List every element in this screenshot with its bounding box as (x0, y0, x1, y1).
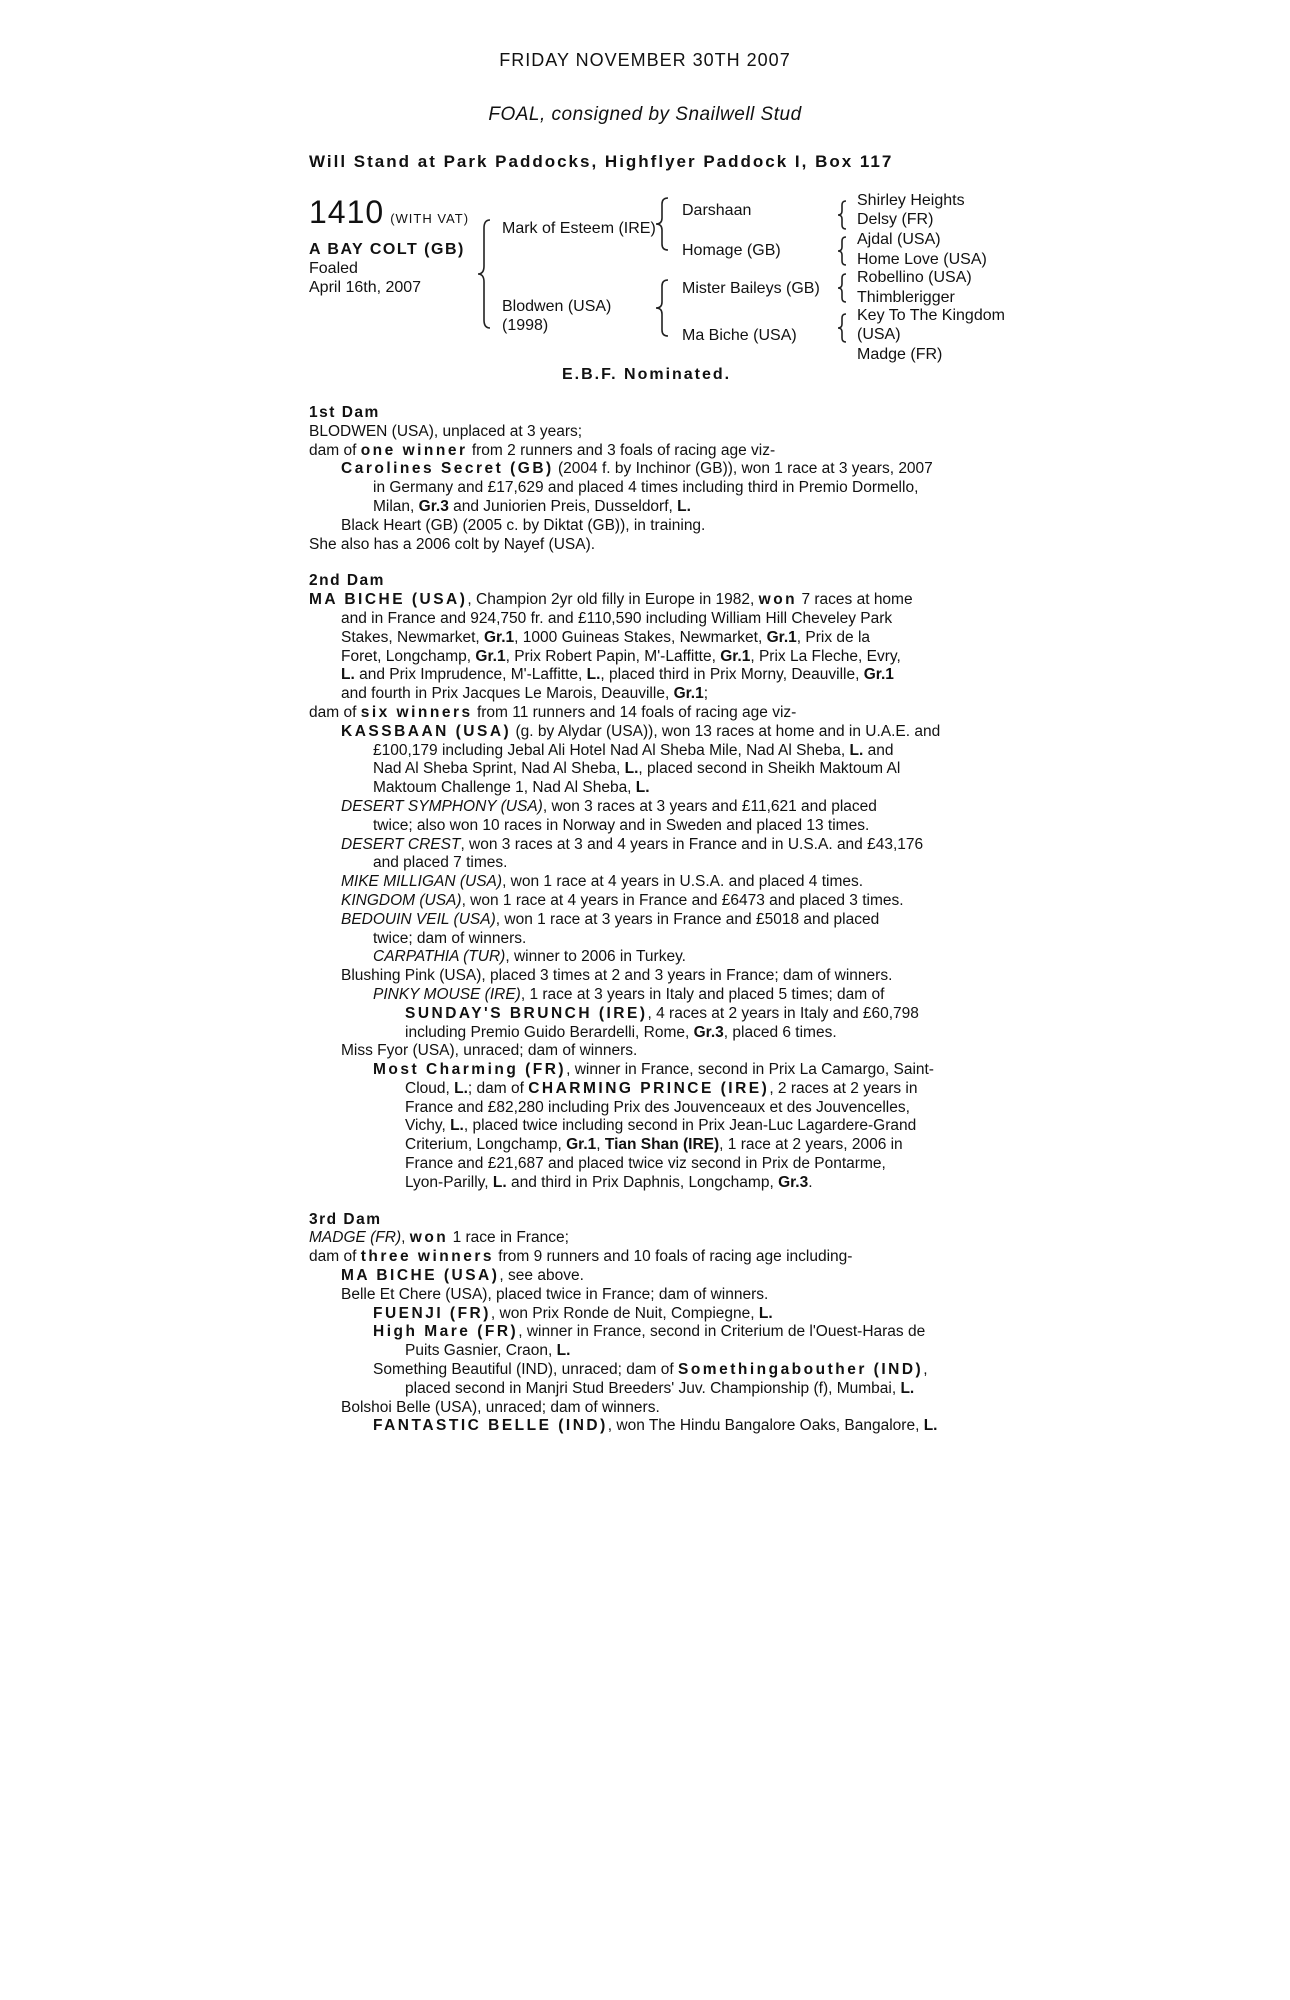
foaled-date: April 16th, 2007 (309, 279, 422, 296)
second-dam-line: and placed 7 times. (373, 854, 508, 872)
second-dam-line: Nad Al Sheba Sprint, Nad Al Sheba, L., placed second in Sheikh Maktoum Al (373, 760, 901, 778)
third-dam-line: FUENJI (FR), won Prix Ronde de Nuit, Compiegne, L. (373, 1304, 773, 1322)
third-dam-line: placed second in Manjri Stud Breeders' Juv. Championship (f), Mumbai, L. (405, 1379, 915, 1397)
third-dam-line: MA BICHE (USA), see above. (341, 1267, 584, 1285)
foaled-label: Foaled (309, 260, 358, 277)
second-dam-line: Criterium, Longchamp, Gr.1, Tian Shan (IRE), 1 race at 2 years, 2006 in (405, 1136, 903, 1154)
first-dam-line: Milan, Gr.3 and Juniorien Preis, Dusseldorf, L. (373, 497, 691, 515)
second-dam-line: including Premio Guido Berardelli, Rome, Gr.3, placed 6 times. (405, 1023, 837, 1041)
second-dam-line: Miss Fyor (USA), unraced; dam of winners. (341, 1042, 638, 1060)
gen3-3: Ajdal (USA) (857, 231, 941, 248)
gen3-1: Shirley Heights (857, 192, 965, 209)
second-dam-line: MIKE MILLIGAN (USA), won 1 race at 4 years in U.S.A. and placed 4 times. (341, 873, 864, 891)
pedigree-brace-dam (654, 278, 670, 338)
sire-name: Mark of Esteem (IRE) (502, 220, 656, 237)
consignor-line: FOAL, consigned by Snailwell Stud (488, 104, 802, 125)
second-dam-line: Blushing Pink (USA), placed 3 times at 2 and 3 years in France; dam of winners. (341, 967, 893, 985)
second-dam-line: twice; dam of winners. (373, 929, 527, 947)
second-dam-line: KINGDOM (USA), won 1 race at 4 years in France and £6473 and placed 3 times. (341, 891, 904, 909)
second-dam-line: dam of six winners from 11 runners and 14 foals of racing age viz- (309, 703, 797, 721)
first-dam-line: She also has a 2006 colt by Nayef (USA). (309, 535, 596, 553)
gen3-2: Delsy (FR) (857, 211, 934, 228)
gen3-5: Robellino (USA) (857, 269, 972, 286)
third-dam-line: High Mare (FR), winner in France, second in Criterium de l'Ouest-Haras de (373, 1323, 926, 1341)
lot-number: 1410 (309, 194, 385, 230)
dam-name: Blodwen (USA) (502, 298, 612, 315)
third-dam-line: MADGE (FR), won 1 race in France; (309, 1229, 569, 1247)
third-dam-line: Something Beautiful (IND), unraced; dam of Somethingabouther (IND), (373, 1361, 928, 1379)
vat-note: (WITH VAT) (390, 211, 470, 226)
third-dam-line: Puits Gasnier, Craon, L. (405, 1342, 571, 1360)
sire-sire: Darshaan (682, 202, 752, 219)
third-dam-heading: 3rd Dam (309, 1210, 382, 1228)
lot-number-line (309, 194, 469, 231)
third-dam-line: Bolshoi Belle (USA), unraced; dam of winners. (341, 1398, 660, 1416)
second-dam-line: Lyon-Parilly, L. and third in Prix Daphnis, Longchamp, Gr.3. (405, 1173, 813, 1191)
gen3-7-country: (USA) (857, 326, 901, 343)
second-dam-line: CARPATHIA (TUR), winner to 2006 in Turkey. (373, 948, 686, 966)
second-dam-line: L. and Prix Imprudence, M'-Laffitte, L., placed third in Prix Morny, Deauville, Gr.1 (341, 666, 894, 684)
pedigree-brace-main (476, 218, 492, 330)
first-dam-line: BLODWEN (USA), unplaced at 3 years; (309, 422, 583, 440)
second-dam-heading: 2nd Dam (309, 572, 385, 590)
second-dam-line: PINKY MOUSE (IRE), 1 race at 3 years in Italy and placed 5 times; dam of (373, 985, 885, 1003)
first-dam-line: Carolines Secret (GB) (2004 f. by Inchinor (GB)), won 1 race at 3 years, 2007 (341, 460, 933, 478)
second-dam-line: France and £21,687 and placed twice viz second in Prix de Pontarme, (405, 1155, 886, 1173)
third-dam-line: FANTASTIC BELLE (IND), won The Hindu Bangalore Oaks, Bangalore, L. (373, 1417, 938, 1435)
second-dam-line: Vichy, L., placed twice including second in Prix Jean-Luc Lagardere-Grand (405, 1117, 917, 1135)
second-dam-line: Stakes, Newmarket, Gr.1, 1000 Guineas Stakes, Newmarket, Gr.1, Prix de la (341, 628, 871, 646)
second-dam-line: DESERT SYMPHONY (USA), won 3 races at 3 years and £11,621 and placed (341, 797, 877, 815)
sale-date: FRIDAY NOVEMBER 30TH 2007 (499, 50, 791, 70)
pedigree-brace-g4 (836, 312, 848, 344)
second-dam-line: France and £82,280 including Prix des Jouvenceaux et des Jouvencelles, (405, 1098, 910, 1116)
second-dam-line: and in France and 924,750 fr. and £110,590 including William Hill Cheveley Park (341, 609, 893, 627)
ebf-nominated: E.B.F. Nominated. (562, 366, 732, 383)
gen3-7: Key To The Kingdom (857, 307, 1005, 324)
second-dam-line: Foret, Longchamp, Gr.1, Prix Robert Papin, M'-Laffitte, Gr.1, Prix La Fleche, Evry, (341, 647, 901, 665)
dam-sire: Mister Baileys (GB) (682, 280, 820, 297)
catalogue-notes (309, 404, 1009, 1436)
gen3-6: Thimblerigger (857, 289, 955, 306)
second-dam-line: Cloud, L.; dam of CHARMING PRINCE (IRE), 2 races at 2 years in (405, 1079, 918, 1097)
first-dam-line: in Germany and £17,629 and placed 4 times including third in Premio Dormello, (373, 479, 919, 497)
second-dam-line: twice; also won 10 races in Norway and in Sweden and placed 13 times. (373, 816, 870, 834)
pedigree-brace-g3 (836, 272, 848, 304)
second-dam-line: BEDOUIN VEIL (USA), won 1 race at 3 years in France and £5018 and placed (341, 910, 880, 928)
dam-dam: Ma Biche (USA) (682, 327, 797, 344)
second-dam-line: MA BICHE (USA), Champion 2yr old filly in Europe in 1982, won 7 races at home (309, 591, 913, 609)
second-dam-line: SUNDAY'S BRUNCH (IRE), 4 races at 2 years in Italy and £60,798 (405, 1004, 919, 1022)
second-dam-line: KASSBAAN (USA) (g. by Alydar (USA)), won 13 races at home and in U.A.E. and (341, 722, 941, 740)
pedigree-brace-g1 (836, 199, 848, 231)
sire-dam: Homage (GB) (682, 242, 781, 259)
stand-location: Will Stand at Park Paddocks, Highflyer Paddock I, Box 117 (309, 152, 894, 171)
pedigree-brace-sire (654, 196, 670, 252)
gen3-8: Madge (FR) (857, 346, 943, 363)
second-dam-line: DESERT CREST, won 3 races at 3 and 4 years in France and in U.S.A. and £43,176 (341, 835, 924, 853)
pedigree-brace-g2 (836, 235, 848, 267)
lot-description: A BAY COLT (GB) (309, 241, 465, 258)
dam-year: (1998) (502, 317, 549, 334)
second-dam-line: Maktoum Challenge 1, Nad Al Sheba, L. (373, 779, 650, 797)
first-dam-heading: 1st Dam (309, 404, 380, 421)
third-dam-line: Belle Et Chere (USA), placed twice in France; dam of winners. (341, 1285, 769, 1303)
second-dam-line: Most Charming (FR), winner in France, second in Prix La Camargo, Saint- (373, 1061, 934, 1079)
first-dam-line: dam of one winner from 2 runners and 3 foals of racing age viz- (309, 441, 776, 459)
gen3-4: Home Love (USA) (857, 251, 987, 268)
second-dam-line: £100,179 including Jebal Ali Hotel Nad Al Sheba Mile, Nad Al Sheba, L. and (373, 741, 894, 759)
third-dam-line: dam of three winners from 9 runners and 10 foals of racing age including- (309, 1248, 853, 1266)
second-dam-line: and fourth in Prix Jacques Le Marois, Deauville, Gr.1; (341, 685, 709, 703)
first-dam-line: Black Heart (GB) (2005 c. by Diktat (GB)), in training. (341, 516, 706, 534)
